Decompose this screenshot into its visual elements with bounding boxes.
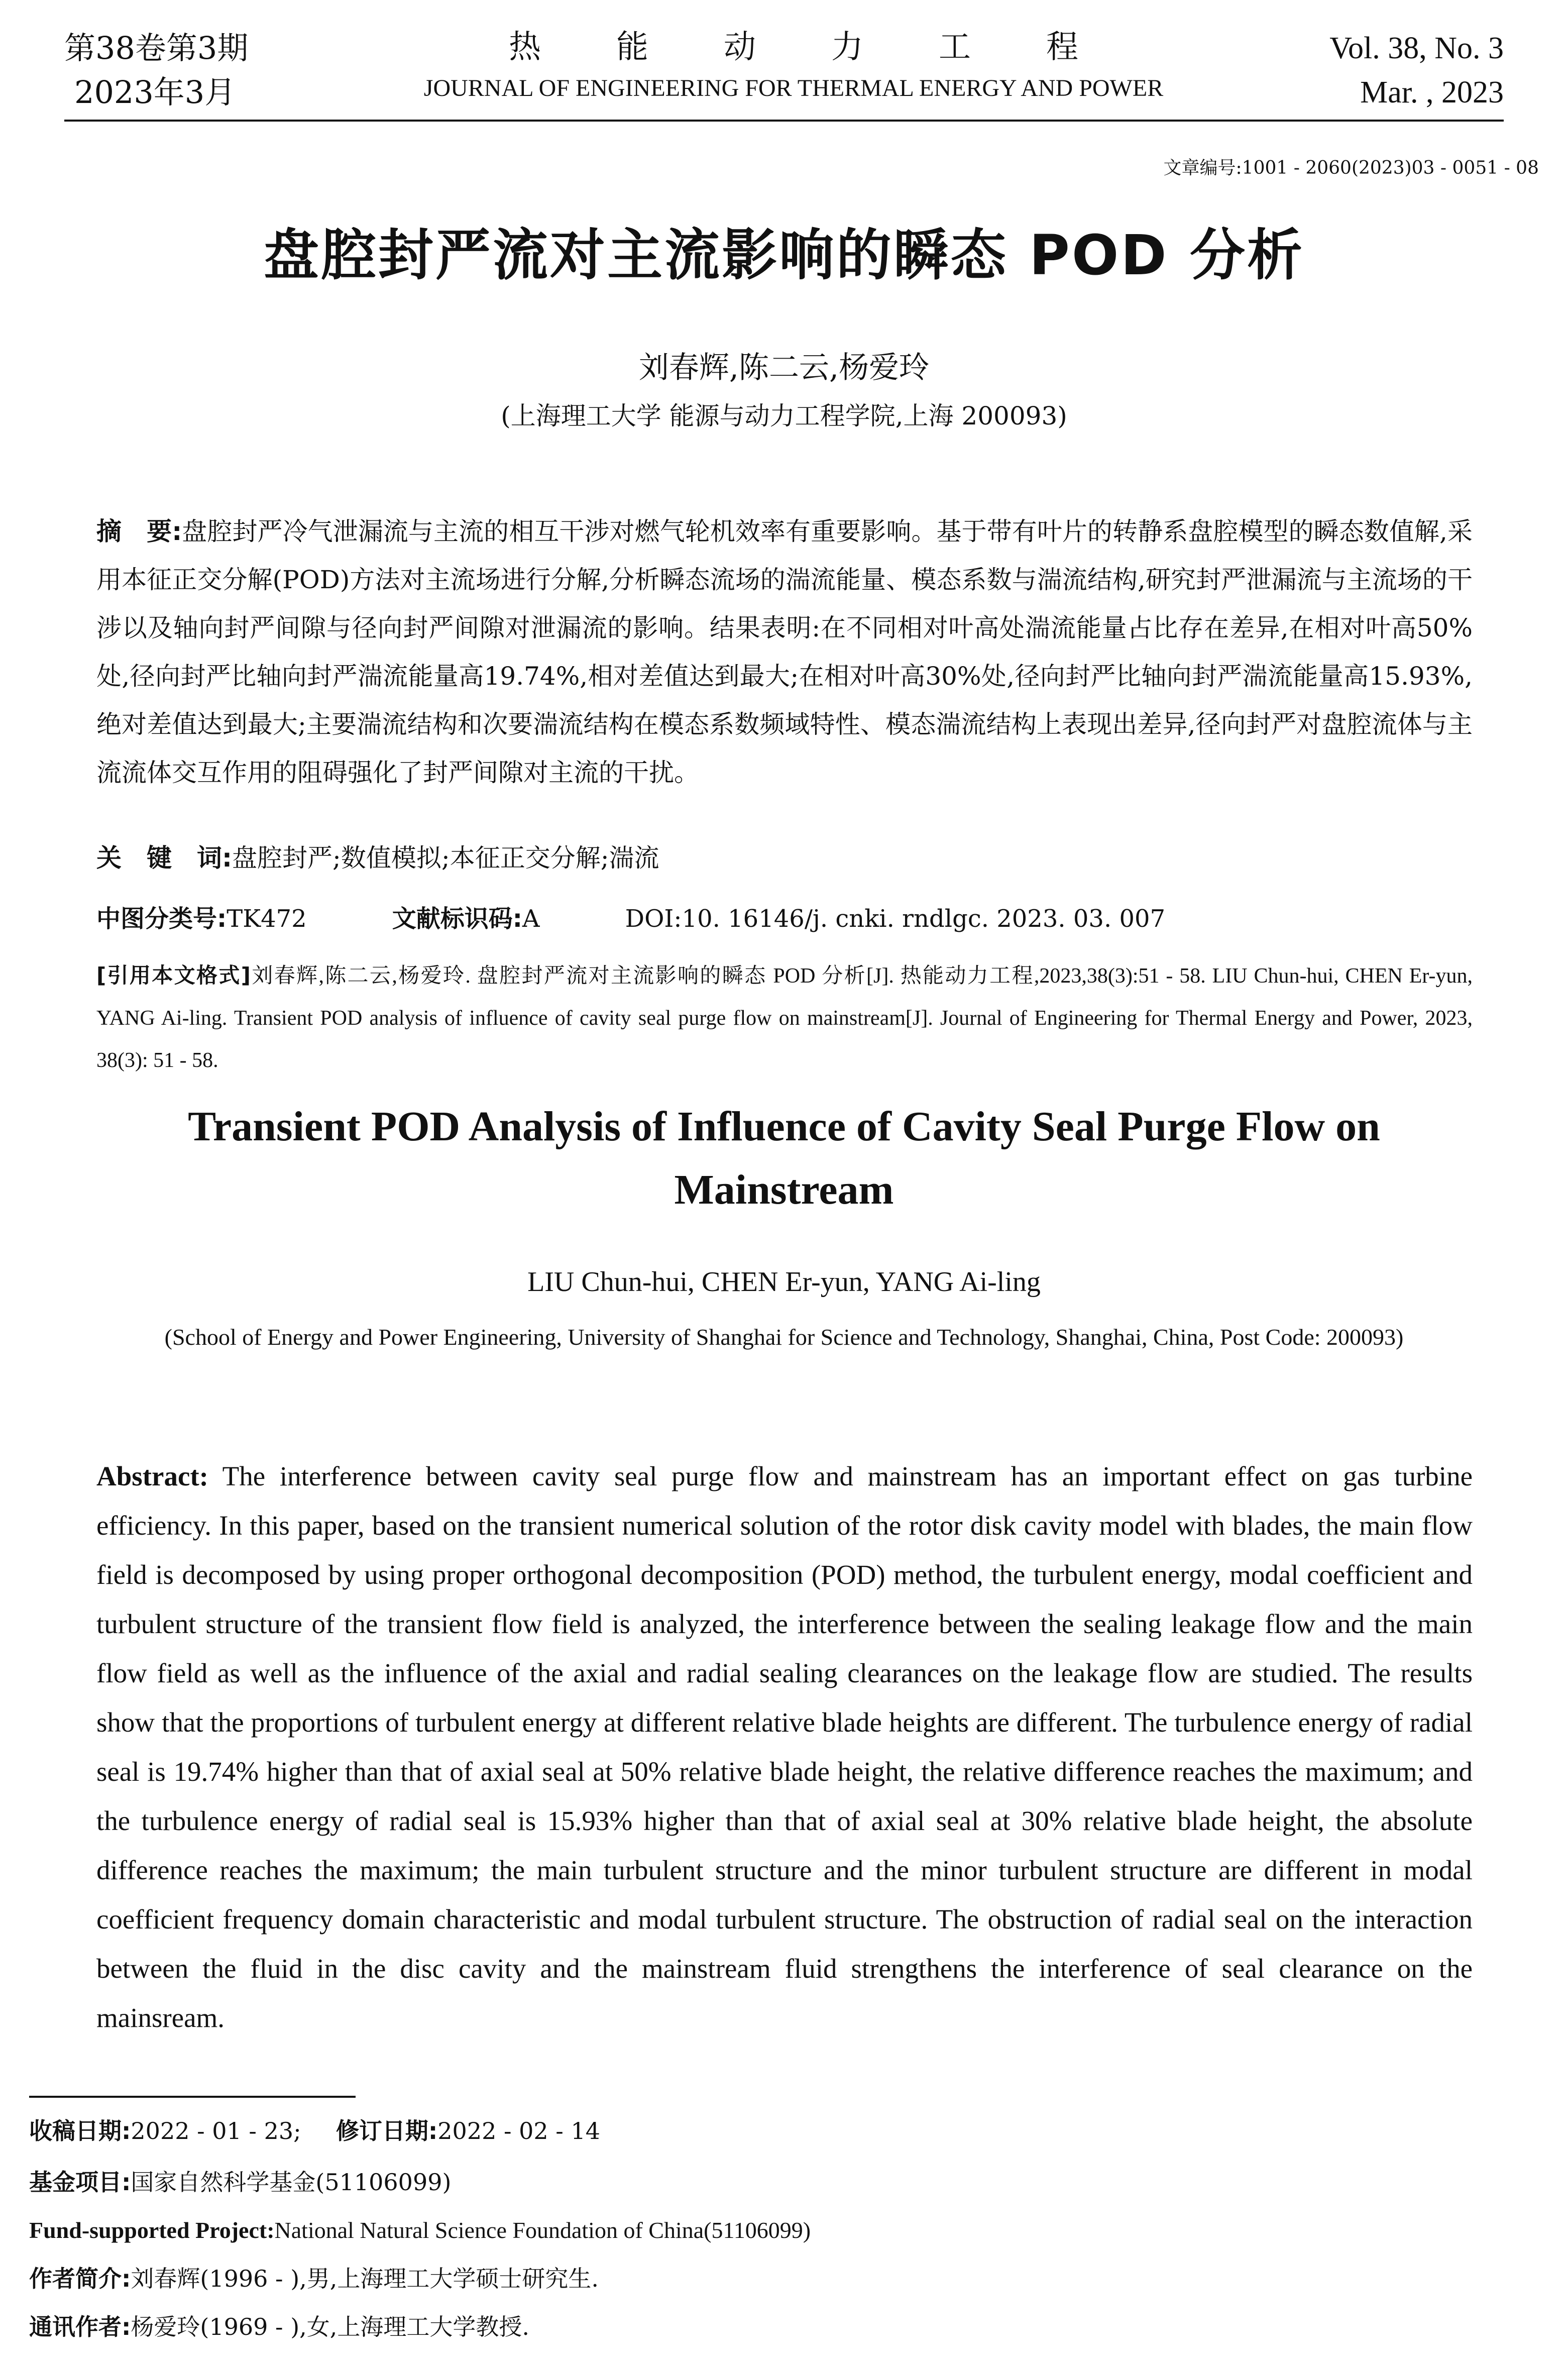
keywords-text-cn: 盘腔封严;数值模拟;本征正交分解;湍流: [232, 843, 659, 873]
author-bio-label: 作者简介:: [29, 2265, 131, 2292]
keywords-cn: [96, 838, 659, 874]
page-title-en: Transient POD Analysis of Influence of Cavity Seal Purge Flow on Mainstream: [188, 1103, 1380, 1213]
citation-text: 刘春辉,陈二云,杨爱玲. 盘腔封严流对主流影响的瞬态 POD 分析[J]. 热能动力工程,2023,38(3):51 - 58. LIU Chun-hui, CHEN Er-yun, YANG Ai-ling. Transient POD analysis of influence of cavity seal purge flow on mainstream[J]. Journal of Engineering for Thermal Energy and Power, 2023, 38(3): 51 - 58.: [96, 964, 1473, 1072]
header-divider: [64, 120, 1504, 122]
header-issue-info-en: [1329, 26, 1504, 115]
abstract-label-en: Abstract:: [96, 1461, 208, 1491]
header-date-cn: 2023年3月: [74, 74, 236, 111]
corresponding-text: 杨爱玲(1969 - ),女,上海理工大学教授.: [131, 2313, 530, 2340]
clc-label: 中图分类号:: [96, 905, 227, 933]
doc-code-value: A: [522, 905, 540, 933]
affiliation-en: (School of Energy and Power Engineering, University of Shanghai for Science and Technology, Shanghai, China, Post Code: 200093): [164, 1324, 1404, 1350]
classification-line: [96, 899, 1473, 934]
authors-cn: 刘春辉,陈二云,杨爱玲: [638, 350, 930, 385]
citation-format: [96, 954, 1473, 1082]
footnote-fund-en: [29, 2215, 1486, 2245]
footnote-author: [29, 2264, 1486, 2294]
abstract-cn: [96, 507, 1473, 797]
authors-en: LIU Chun-hui, CHEN Er-yun, YANG Ai-ling: [527, 1266, 1041, 1298]
fund-en-text: National Natural Science Foundation of China(51106099): [274, 2217, 811, 2243]
header-journal: [382, 26, 1205, 104]
abstract-text-en: The interference between cavity seal purge flow and mainstream has an important effect on gas turbine efficiency. In this paper, based on the transient numerical solution of the rotor disk cavity model with blades, the main flow field is decomposed by using proper orthogonal decomposition (POD) method, the turbulent energy, modal coefficient and turbulent structure of the transient flow field is analyzed, the interference between the sealing leakage flow and the main flow field as well as the influence of the axial and radial sealing clearances on the leakage flow are studied. The results show that the proportions of turbulent energy at different relative blade heights are different. The turbulence energy of radial seal is 19.74% higher than that of axial seal at 50% relative blade height, the relative difference reaches the maximum; and the turbulence energy of radial seal is 15.93% higher than that of axial seal at 30% relative blade height, the absolute difference reaches the maximum; the main turbulent structure and the minor turbulent structure are different in modal coefficient frequency domain characteristic and modal turbulent structure. The obstruction of radial seal on the interaction between the fluid in the disc cavity and the mainstream fluid strengthens the interference of seal clearance on the mainsream.: [96, 1461, 1473, 2033]
revised-label: 修订日期:: [335, 2117, 438, 2144]
journal-name-en: JOURNAL OF ENGINEERING FOR THERMAL ENERGY AND POWER: [423, 75, 1164, 101]
keywords-label-cn: 关 键 词:: [96, 843, 232, 873]
abstract-en: [96, 1452, 1473, 2043]
article-number: 文章编号:1001 - 2060(2023)03 - 0051 - 08: [1163, 158, 1539, 178]
received-label: 收稿日期:: [29, 2117, 131, 2144]
header-volume-en: Vol. 38, No. 3: [1329, 31, 1504, 65]
citation-label: [引用本文格式]: [96, 963, 251, 988]
header-issue-info: [64, 26, 248, 115]
page-title-cn: 盘腔封严流对主流影响的瞬态 POD 分析: [263, 223, 1305, 287]
doc-code-label: 文献标识码:: [392, 905, 522, 933]
received-date: 2022 - 01 - 23;: [131, 2117, 301, 2144]
footnote-fund: [29, 2167, 1486, 2197]
header-date-en: Mar. , 2023: [1360, 75, 1504, 110]
abstract-text-cn: 盘腔封严冷气泄漏流与主流的相互干涉对燃气轮机效率有重要影响。基于带有叶片的转静系盘腔模型的瞬态数值解,采用本征正交分解(POD)方法对主流场进行分解,分析瞬态流场的湍流能量、模态系数与湍流结构,研究封严泄漏流与主流场的干涉以及轴向封严间隙与径向封严间隙对泄漏流的影响。结果表明:在不同相对叶高处湍流能量占比存在差异,在相对叶高50%处,径向封严比轴向封严湍流能量高19.74%,相对差值达到最大;在相对叶高30%处,径向封严比轴向封严湍流能量高15.93%,绝对差值达到最大;主要湍流结构和次要湍流结构在模态系数频域特性、模态湍流结构上表现出差异,径向封严对盘腔流体与主流流体交互作用的阻碍强化了封严间隙对主流的干扰。: [96, 517, 1473, 787]
fund-text: 国家自然科学基金(51106099): [131, 2169, 452, 2196]
journal-name-cn: 热能动力工程: [509, 29, 1154, 66]
footnote-dates: [29, 2116, 1486, 2146]
corresponding-label: 通讯作者:: [29, 2313, 131, 2340]
footnote-divider: [29, 2096, 356, 2098]
clc-value: TK472: [227, 905, 307, 933]
doi: DOI:10. 16146/j. cnki. rndlgc. 2023. 03. 007: [625, 905, 1166, 933]
affiliation-cn: (上海理工大学 能源与动力工程学院,上海 200093): [501, 401, 1067, 431]
footnote-corresponding: [29, 2312, 1486, 2342]
fund-label: 基金项目:: [29, 2169, 131, 2196]
fund-en-label: Fund-supported Project:: [29, 2217, 275, 2243]
author-bio-text: 刘春辉(1996 - ),男,上海理工大学硕士研究生.: [131, 2265, 599, 2292]
revised-date: 2022 - 02 - 14: [437, 2117, 600, 2144]
header-volume-cn: 第38卷第3期: [64, 30, 249, 66]
abstract-label-cn: 摘 要:: [96, 517, 182, 546]
